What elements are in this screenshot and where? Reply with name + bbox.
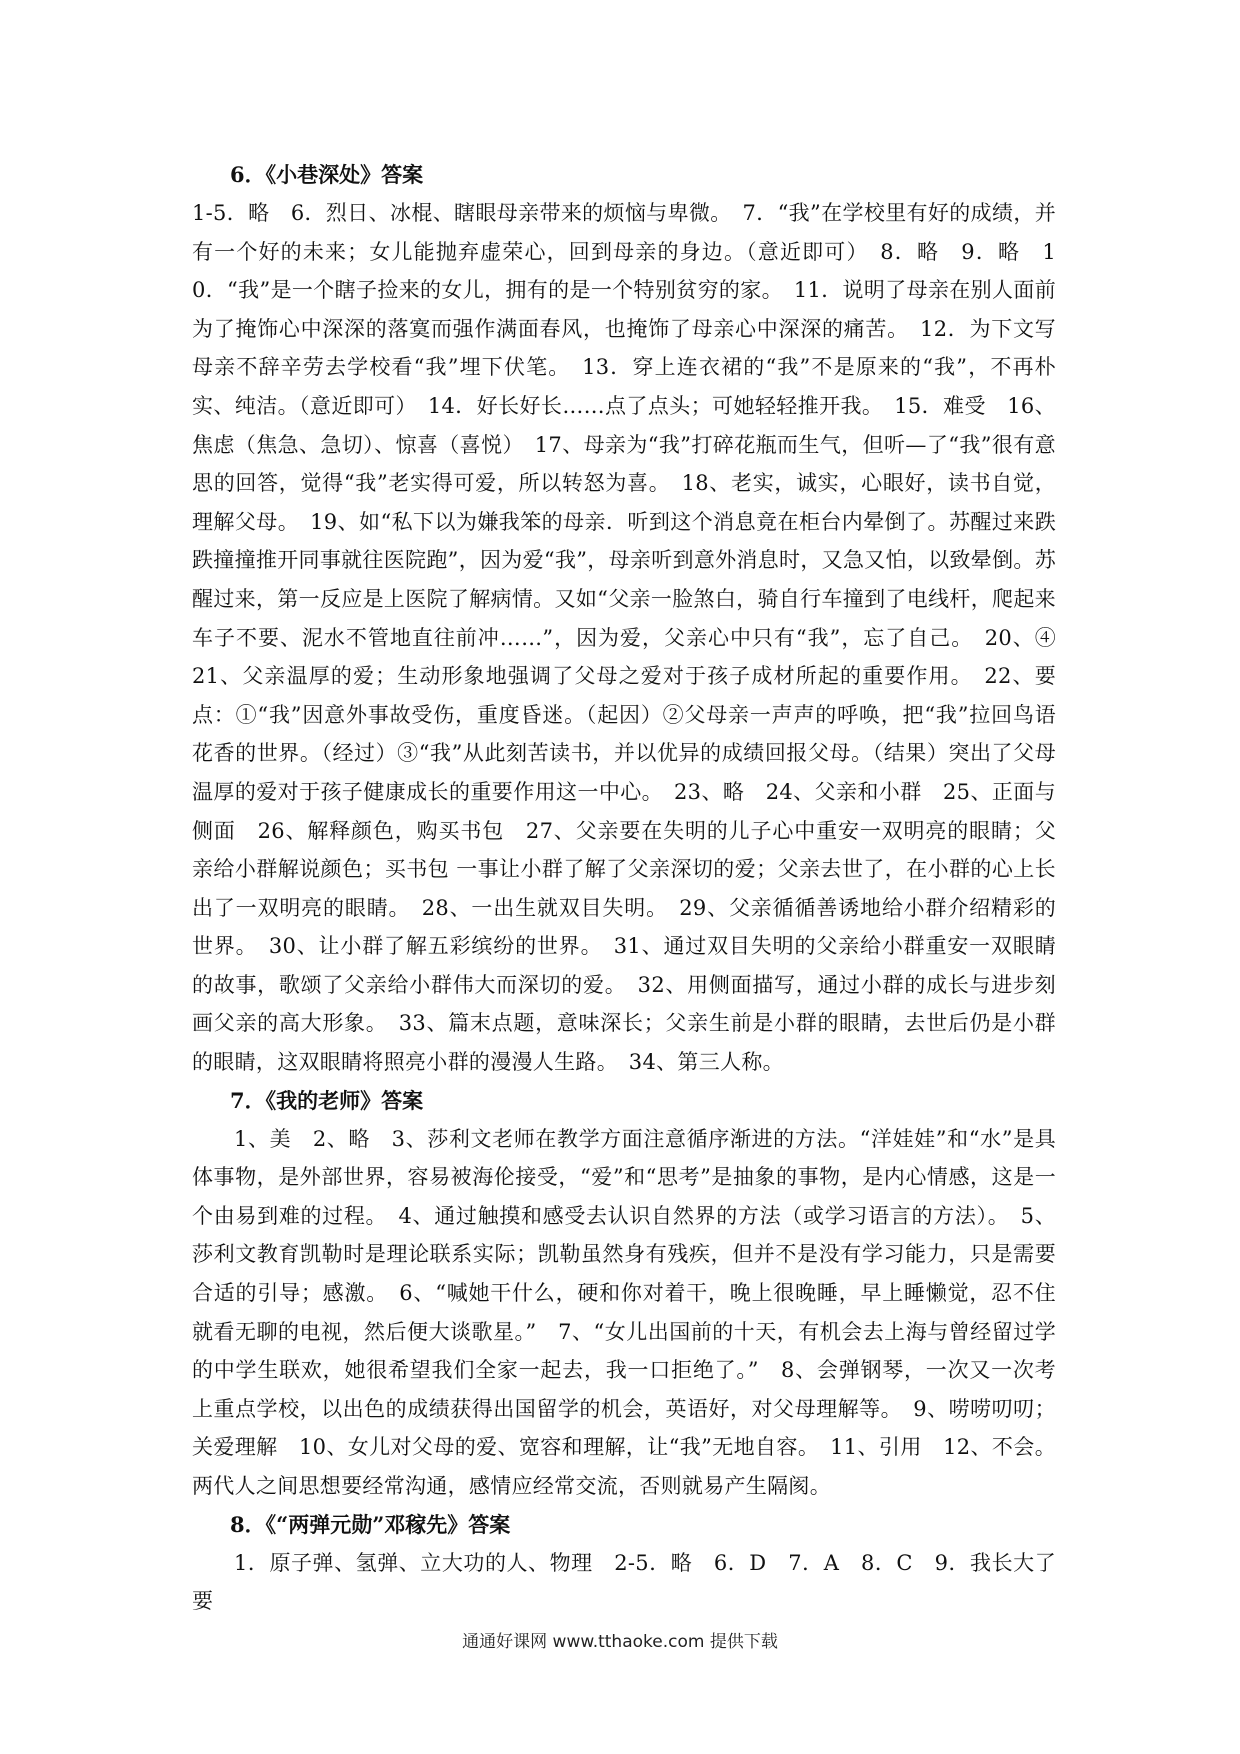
page-footer: 通通好课网 www.tthaoke.com 提供下载 <box>462 1632 778 1652</box>
section-body-7: 1、美 2、略 3、莎利文老师在教学方面注意循序渐进的方法。“洋娃娃”和“水”是具体事物，是外部世界，容易被海伦接受，“爱”和“思考”是抽象的事物，是内心情感，这是一个由易到难的过程。 4、通过触摸和感受去认识自然界的方法（或学习语言的方法）。 5、莎利文教育凯勒时是理论联系实际；凯勒虽然身有残疾，但并不是没有学习能力，只是需要合适的引导；感激。 6、“喊她干什么，硬和你对着干，晚上很晚睡，早上睡懒觉，忍不住就看无聊的电视，然后便大谈歌星。” 7、“女儿出国前的十天，有机会去上海与曾经留过学的中学生联欢，她很希望我们全家一起去，我一口拒绝了。” 8、会弹钢琴，一次又一次考上重点学校，以出色的成绩获得出国留学的机会，英语好，对父母理解等。 9、唠唠叨叨；关爱理解 10、女儿对父母的爱、宽容和理解，让“我”无地自容。 11、引用 12、不会。两代人之间思想要经常沟通，感情应经常交流，否则就易产生隔阂。 <box>192 1126 1056 1498</box>
section-heading-7: 7．《我的老师》答案 <box>230 1087 424 1113</box>
section-heading-6: 6．《小巷深处》答案 <box>230 162 424 187</box>
section-body-6: 1-5．略 6．烈日、冰棍、瞎眼母亲带来的烦恼与卑微。 7．“我”在学校里有好的成绩，并有一个好的未来；女儿能抛弃虚荣心，回到母亲的身边。（意近即可） 8．略 9．略 10．“我”是一个瞎子捡来的女儿，拥有的是一个特别贫穷的家。 11．说明了母亲在别人面前为了掩饰心中深深的落寞而强作满面春风，也掩饰了母亲心中深深的痛苦。 12．为下文写母亲不辞辛劳去学校看“我”埋下伏笔。 13．穿上连衣裙的“我”不是原来的“我”，不再朴实、纯洁。（意近即可） 14．好长好长……点了点头；可她轻轻推开我。 15．难受 16、焦虑（焦急、急切）、惊喜（喜悦） 17、母亲为“我”打碎花瓶而生气，但听—了“我”很有意思的回答，觉得“我”老实得可爱，所以转怒为喜。 18、老实，诚实，心眼好，读书自觉，理解父母。 19、如“私下以为嫌我笨的母亲．听到这个消息竟在柜台内晕倒了。苏醒过来跌跌撞撞推开同事就往医院跑”，因为爱“我”，母亲听到意外消息时，又急又怕，以致晕倒。苏醒过来，第一反应是上医院了解病情。又如“父亲一脸煞白，骑自行车撞到了电线杆，爬起来车子不要、泥水不管地直往前冲……”，因为爱，父亲心中只有“我”，忘了自己。 20、④ 21、父亲温厚的爱；生动形象地强调了父母之爱对于孩子成材所起的重要作用。 22、要点：①“我”因意外事故受伤，重度昏迷。（起因）②父母亲一声声的呼唤，把“我”拉回鸟语花香的世界。（经过）③“我”从此刻苦读书，并以优异的成绩回报父母。（结果）突出了父母温厚的爱对于孩子健康成长的重要作用这一中心。 23、略 24、父亲和小群 25、正面与侧面 26、解释颜色，购买书包 27、父亲要在失明的儿子心中重安一双明亮的眼睛；父亲给小群解说颜色；买书包 一事让小群了解了父亲深切的爱；父亲去世了，在小群的心上长出了一双明亮的眼睛。 28、一出生就双目失明。 29、父亲循循善诱地给小群介绍精彩的世界。 30、让小群了解五彩缤纷的世界。 31、通过双目失明的父亲给小群重安一双眼睛的故事，歌颂了父亲给小群伟大而深切的爱。 32、用侧面描写，通过小群的成长与进步刻画父亲的高大形象。 33、篇末点题，意味深长；父亲生前是小群的眼睛，去世后仍是小群的眼睛，这双眼睛将照亮小群的漫漫人生路。 34、第三人称。 <box>192 201 1078 1075</box>
section-heading-8: 8．《“两弹元勋”邓稼先》答案 <box>230 1511 511 1537</box>
answer-document <box>192 156 1078 1621</box>
section-body-8: 1．原子弹、氢弹、立大功的人、物理 2-5．略 6．D 7．A 8．C 9．我长大了要 <box>192 1550 1056 1614</box>
